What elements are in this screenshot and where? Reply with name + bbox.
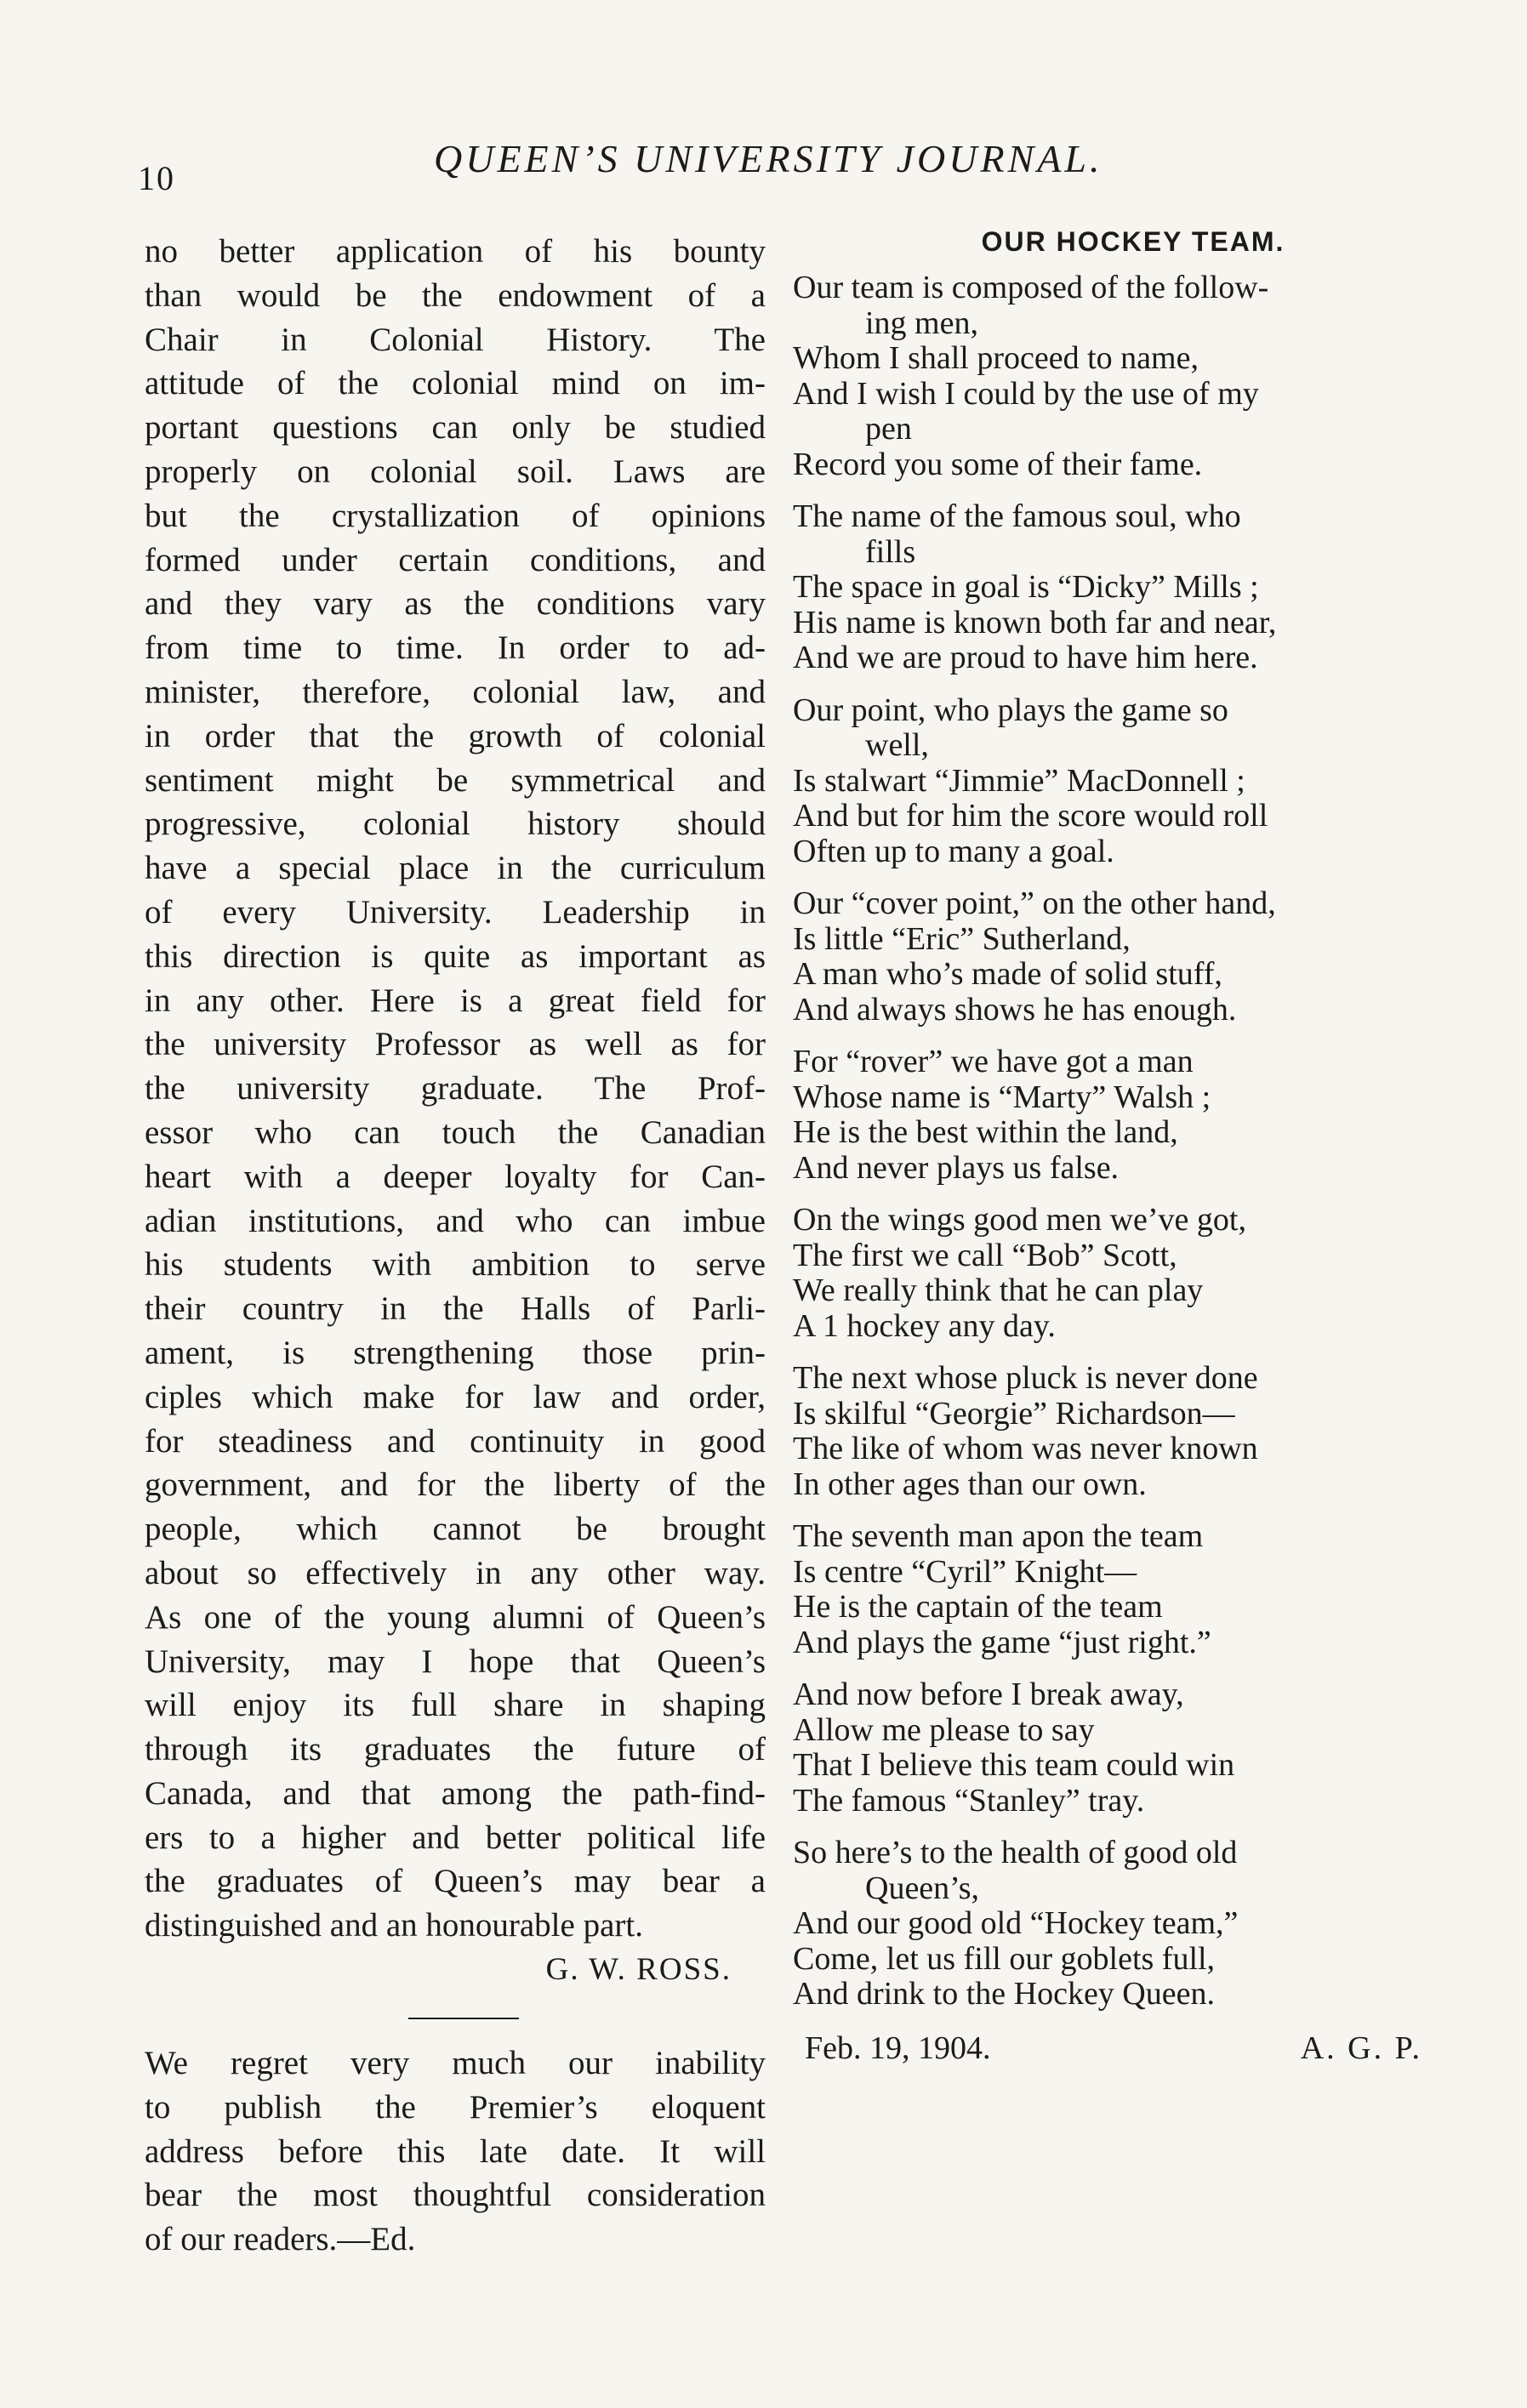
poem-line: Is little “Eric” Sutherland, xyxy=(793,920,1131,957)
poem-line: And always shows he has enough. xyxy=(793,991,1237,1028)
essay-line: have a special place in the curriculum xyxy=(145,850,766,887)
poem-stanza xyxy=(793,886,1422,1028)
essay-line: attitude of the colonial mind on im- xyxy=(145,365,766,402)
essay-line: his students with ambition to serve xyxy=(145,1246,766,1284)
poem-line: And plays the game “just right.” xyxy=(793,1624,1211,1660)
poem-line: Our team is composed of the follow- xyxy=(793,270,1269,305)
poem-line: A 1 hockey any day. xyxy=(793,1307,1056,1344)
essay-line: for steadiness and continuity in good xyxy=(145,1422,766,1460)
poem-stanza xyxy=(793,270,1422,482)
editor-note-line: We regret very much our inability xyxy=(145,2045,766,2082)
poem-stanza xyxy=(793,693,1422,870)
poem-date: Feb. 19, 1904. xyxy=(805,2029,991,2066)
poem-stanza xyxy=(793,1836,1422,2012)
poem-line: Allow me please to say xyxy=(793,1711,1095,1748)
essay-line: portant questions can only be studied xyxy=(145,409,766,447)
poem-line: pen xyxy=(865,411,912,447)
journal-title: QUEEN’S UNIVERSITY JOURNAL. xyxy=(434,137,1103,180)
page-number: 10 xyxy=(138,159,175,197)
essay-line: their country in the Halls of Parli- xyxy=(145,1290,766,1328)
poem-line: He is the best within the land, xyxy=(793,1114,1178,1150)
poem-line: So here’s to the health of good old xyxy=(793,1835,1238,1870)
essay-line: progressive, colonial history should xyxy=(145,806,766,843)
poem-line: His name is known both far and near, xyxy=(793,604,1277,640)
poem-line: In other ages than our own. xyxy=(793,1466,1147,1502)
poem-line: On the wings good men we’ve got, xyxy=(793,1202,1246,1238)
poem-line: For “rover” we have got a man xyxy=(793,1044,1194,1079)
poem-line: That I believe this team could win xyxy=(793,1747,1235,1783)
essay-line: through its graduates the future of xyxy=(145,1731,766,1768)
poem-line: We really think that he can play xyxy=(793,1272,1204,1308)
essay-line: the university graduate. The Prof- xyxy=(145,1070,766,1107)
essay-line: ers to a higher and better political life xyxy=(145,1819,766,1856)
essay-line: will enjoy its full share in shaping xyxy=(145,1687,766,1724)
essay-line: in order that the growth of colonial xyxy=(145,717,766,754)
essay-line: ament, is strengthening those prin- xyxy=(145,1334,766,1371)
poem-line: Often up to many a goal. xyxy=(793,833,1114,869)
essay-line: adian institutions, and who can imbue xyxy=(145,1202,766,1239)
poem-footer xyxy=(793,2029,1422,2072)
essay-line: this direction is quite as important as xyxy=(145,937,766,975)
section-divider xyxy=(408,2018,519,2019)
poem-stanza xyxy=(793,499,1422,676)
essay-column xyxy=(145,230,766,2262)
essay-line: but the crystallization of opinions xyxy=(145,497,766,534)
poem-line: And we are proud to have him here. xyxy=(793,640,1258,675)
poem-line: The like of whom was never known xyxy=(793,1431,1258,1466)
essay-line: in any other. Here is a great field for xyxy=(145,982,766,1019)
essay-line: from time to time. In order to ad- xyxy=(145,629,766,667)
poem-line: The first we call “Bob” Scott, xyxy=(793,1237,1177,1273)
poem-line: And now before I break away, xyxy=(793,1676,1184,1712)
poem-stanza xyxy=(793,1203,1422,1344)
poem-line: fills xyxy=(865,533,916,570)
poem-line: A man who’s made of solid stuff, xyxy=(793,956,1222,992)
poem-line: well, xyxy=(865,727,929,763)
essay-line: than would be the endowment of a xyxy=(145,276,766,314)
poem-stanza xyxy=(793,1045,1422,1186)
poem-line: And I wish I could by the use of my xyxy=(793,375,1259,412)
poem-stanza xyxy=(793,1519,1422,1660)
essay-line: the university Professor as well as for xyxy=(145,1026,766,1063)
poem-line: The seventh man apon the team xyxy=(793,1518,1204,1554)
poem-line: And our good old “Hockey team,” xyxy=(793,1905,1239,1941)
poem-line: Queen’s, xyxy=(865,1870,980,1906)
essay-line: sentiment might be symmetrical and xyxy=(145,761,766,799)
poem-line: Record you some of their fame. xyxy=(793,446,1203,482)
editor-note xyxy=(145,2041,766,2262)
essay-line: people, which cannot be brought xyxy=(145,1511,766,1548)
poem-column xyxy=(793,223,1422,2072)
essay-body xyxy=(145,230,766,1948)
poem-line: Is skilful “Georgie” Richardson— xyxy=(793,1395,1235,1432)
essay-line: about so effectively in any other way. xyxy=(145,1554,766,1591)
poem-line: ing men, xyxy=(865,305,978,341)
essay-line: government, and for the liberty of the xyxy=(145,1466,766,1504)
essay-line: As one of the young alumni of Queen’s xyxy=(145,1598,766,1636)
poem-line: And but for him the score would roll xyxy=(793,798,1268,834)
poem-line: Is centre “Cyril” Knight— xyxy=(793,1553,1137,1590)
poem-title: OUR HOCKEY TEAM. xyxy=(981,226,1285,257)
essay-line: properly on colonial soil. Laws are xyxy=(145,453,766,490)
poem-line: Our point, who plays the game so xyxy=(793,692,1228,728)
essay-line: formed under certain conditions, and xyxy=(145,541,766,578)
poem-line: He is the captain of the team xyxy=(793,1589,1163,1625)
editor-note-line: to publish the Premier’s eloquent xyxy=(145,2088,766,2126)
poem-line: And never plays us false. xyxy=(793,1149,1120,1186)
poem-line: And drink to the Hockey Queen. xyxy=(793,1976,1215,2012)
essay-line: Canada, and that among the path-find- xyxy=(145,1774,766,1812)
essay-line: minister, therefore, colonial law, and xyxy=(145,673,766,710)
essay-line: of every University. Leadership in xyxy=(145,893,766,931)
essay-line: University, may I hope that Queen’s xyxy=(145,1642,766,1680)
poem-line: The next whose pluck is never done xyxy=(793,1360,1258,1396)
essay-line: and they vary as the conditions vary xyxy=(145,585,766,623)
poem-stanza xyxy=(793,1677,1422,1819)
poem-line: Come, let us fill our goblets full, xyxy=(793,1940,1216,1977)
poem-body xyxy=(793,270,1422,2012)
essay-line: no better application of his bounty xyxy=(145,233,766,270)
editor-note-line: address before this late date. It will xyxy=(145,2132,766,2170)
poem-line: Whom I shall proceed to name, xyxy=(793,340,1199,376)
poem-line: Our “cover point,” on the other hand, xyxy=(793,885,1276,921)
essay-line: heart with a deeper loyalty for Can- xyxy=(145,1158,766,1195)
poem-author-initials: A. G. P. xyxy=(1300,2029,1422,2066)
essay-line: distinguished and an honourable part. xyxy=(145,1907,643,1944)
poem-stanza xyxy=(793,1361,1422,1502)
poem-line: The famous “Stanley” tray. xyxy=(793,1782,1145,1819)
editor-note-line: bear the most thoughtful consideration xyxy=(145,2177,766,2214)
essay-line: the graduates of Queen’s may bear a xyxy=(145,1863,766,1900)
essay-line: essor who can touch the Canadian xyxy=(145,1113,766,1151)
poem-line: The space in goal is “Dicky” Mills ; xyxy=(793,569,1259,605)
essay-line: Chair in Colonial History. The xyxy=(145,321,766,358)
poem-line: Whose name is “Marty” Walsh ; xyxy=(793,1079,1211,1115)
poem-line: Is stalwart “Jimmie” MacDonnell ; xyxy=(793,762,1245,799)
author-signature: G. W. ROSS. xyxy=(545,1952,732,1988)
essay-line: ciples which make for law and order, xyxy=(145,1378,766,1415)
editor-note-line: of our readers.—Ed. xyxy=(145,2221,416,2258)
poem-line: The name of the famous soul, who xyxy=(793,498,1241,534)
